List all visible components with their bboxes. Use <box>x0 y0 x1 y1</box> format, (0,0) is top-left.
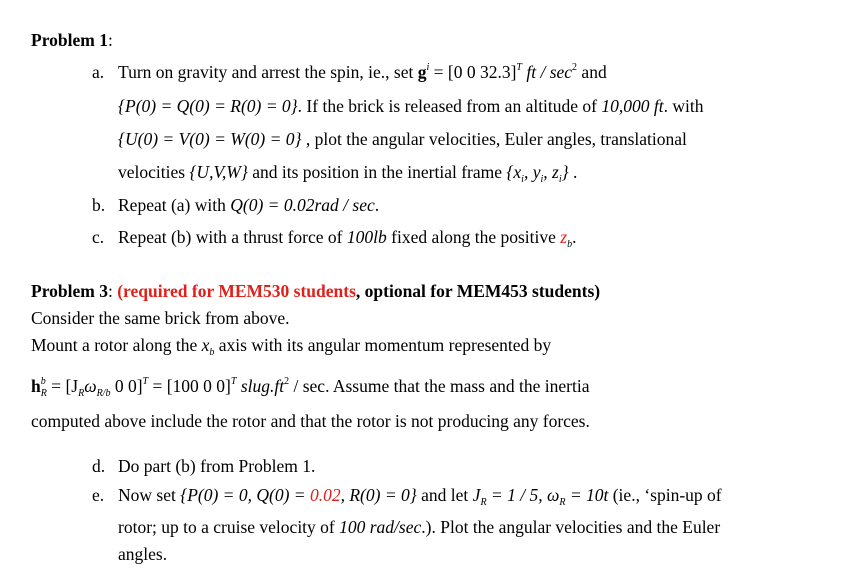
problem1-heading: Problem 1: <box>31 30 113 50</box>
gravity-vector-value: = [0 0 32.3] <box>429 62 517 82</box>
item-marker-e: e. <box>92 485 105 505</box>
item-marker-d: d. <box>92 456 106 476</box>
rotor-momentum-value: = [100 0 0] <box>148 376 231 396</box>
pitch-rate-eq: Q(0) = 0.02rad / sec <box>230 195 375 215</box>
pitch-rate-red-value: 0.02 <box>309 485 341 505</box>
thrust-axis: z <box>560 227 568 247</box>
problem3-momentum-line: $h^b_R = [J_R\omega_{R/b}$ 0 0]$^T$ = [100 0 0]$^T$ $slug.ft^2$ / sec. Assume that the mass and the inertia <box>31 376 590 399</box>
problem3-item-e-line3: angles. <box>118 544 168 564</box>
gravity-vector-symbol: g <box>417 62 427 82</box>
problem3-item-e-line1: e. Now set {P(0) = 0, Q(0) = 0.02, R(0) = 0} and let $J_R = 1 / 5$, $\omega_R = 10t$ (ie., ‘spin-up of <box>92 485 722 508</box>
altitude-value: 10,000 ft <box>601 96 664 116</box>
rotor-axis: x <box>201 335 210 355</box>
inertial-position-eq: {$x_i$, $y_i$, $z_i$} <box>506 162 569 185</box>
problem1-item-a-line4: velocities {U,V,W} and its position in the inertial frame {$x_i$, $y_i$, $z_i$} . <box>118 162 578 185</box>
required-note: (required for MEM530 students <box>117 281 356 301</box>
cruise-velocity-value: 100 rad/sec <box>339 517 422 537</box>
momentum-units: slug.ft <box>236 376 285 396</box>
initial-rates-eq: {P(0) = Q(0) = R(0) = 0} <box>118 96 298 116</box>
initial-velocities-eq: {U(0) = V(0) = W(0) = 0} <box>118 129 302 149</box>
problem3-heading: Problem 3: (required for MEM530 students, optional for MEM453 students) <box>31 281 601 301</box>
problem3-line2: Mount a rotor along the $x_b$ axis with its angular momentum represented by <box>31 335 552 358</box>
problem3-line4: computed above include the rotor and that the rotor is not producing any forces. <box>31 411 590 431</box>
rotor-params-eq: $J_R = 1 / 5$, $\omega_R = 10t$ <box>472 485 609 508</box>
problem1-title: Problem 1 <box>31 30 108 50</box>
gravity-units: ft / sec <box>521 62 573 82</box>
thrust-force-value: 100lb <box>346 227 387 247</box>
problem1-item-a-line3: {U(0) = V(0) = W(0) = 0} , plot the angular velocities, Euler angles, translational <box>118 129 687 149</box>
problem1-item-b: b. Repeat (a) with Q(0) = 0.02rad / sec. <box>92 195 380 215</box>
translational-velocities-eq: {U,V,W} <box>189 162 248 182</box>
problem3-title: Problem 3 <box>31 281 108 301</box>
rotor-momentum-symbol: h <box>31 376 41 396</box>
problem3-item-d: d. Do part (b) from Problem 1. <box>92 456 316 476</box>
optional-note: , optional for MEM453 students) <box>355 281 601 301</box>
item-marker-a: a. <box>92 62 105 82</box>
problem1-item-c: c. Repeat (b) with a thrust force of 100lb fixed along the positive $z_b$. <box>92 227 577 250</box>
problem1-item-a-line1: a. Turn on gravity and arrest the spin, ie., set $g^i = [0$ 0 32.3]$^T$ ft / $\sec^2$ and <box>92 62 607 82</box>
initial-rates-eq-e: {P(0) = 0, Q(0) = 0.02, R(0) = 0} <box>180 485 417 505</box>
problem3-item-e-line2: rotor; up to a cruise velocity of 100 rad/sec.). Plot the angular velocities and the Euler <box>118 517 721 537</box>
problem1-item-a-line2: {P(0) = Q(0) = R(0) = 0}. If the brick is released from an altitude of 10,000 ft. with <box>118 96 704 116</box>
item-marker-c: c. <box>92 227 105 247</box>
item-marker-b: b. <box>92 195 106 215</box>
problem3-line1: Consider the same brick from above. <box>31 308 290 328</box>
